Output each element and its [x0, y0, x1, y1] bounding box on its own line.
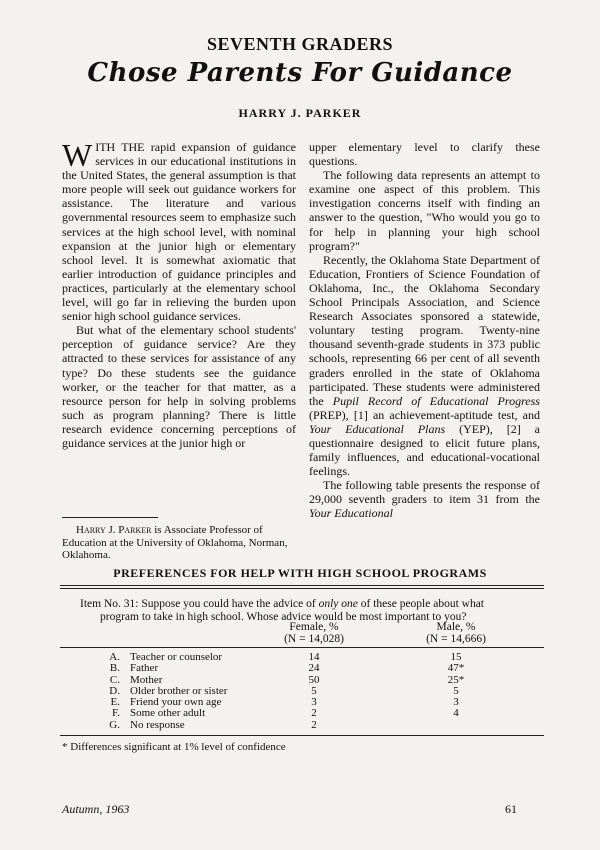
right-column	[309, 140, 540, 521]
table-bottom-rule	[60, 735, 544, 736]
female-percent: 5	[311, 684, 317, 697]
row-letter: F.	[112, 707, 120, 720]
female-percent: 24	[308, 662, 320, 675]
item-question-emphasis: only one	[318, 598, 358, 610]
author-footnote	[62, 524, 296, 562]
paragraph-text: Recently, the Oklahoma State Department of Education, Frontiers of Science Foundation of Oklahoma, Inc., the Oklahoma Secondary School Principals Association, and Science Research Associates sponsored a statewide, voluntary testing program. Twenty-nine thousand seventh-grade students in 373 public schools, representing 66 per cent of all seventh graders enrolled in the state of Oklahoma participated. These students were administered the	[309, 252, 540, 408]
item-question-text: of these people about what	[357, 598, 484, 610]
footnote-text: is Associate Professor of Education at the University of Oklahoma, Norman, Oklahoma.	[62, 524, 288, 561]
item-question-line2: program to take in high school. Whose advice would be most important to you?	[100, 611, 467, 623]
item-question-text: Suppose you could have the advice of	[138, 598, 319, 610]
left-column	[62, 137, 297, 450]
table-header-rule	[60, 647, 544, 648]
row-label: Teacher or counselor	[130, 651, 223, 663]
table-note: * Differences significant at 1% level of confidence	[62, 741, 286, 753]
drop-cap: W	[62, 137, 93, 173]
author-byline: HARRY J. PARKER	[238, 106, 362, 120]
paragraph	[309, 253, 540, 479]
female-percent: 2	[311, 707, 317, 720]
column-header-male: Male, %	[436, 621, 476, 633]
table-row	[0, 663, 600, 674]
table-row	[0, 686, 600, 697]
footnote-name: Harry J. Parker	[76, 524, 152, 536]
row-letter: E.	[110, 696, 120, 709]
footnote-rule	[62, 517, 158, 518]
male-percent: 15	[450, 651, 462, 663]
italic-title: Your Educational Plans	[309, 421, 446, 436]
item-label: Item No. 31:	[80, 598, 139, 610]
column-header-male-n: (N = 14,666)	[426, 633, 486, 645]
row-label: Some other adult	[130, 707, 206, 720]
male-percent: 5	[453, 684, 459, 697]
column-header-female: Female, %	[289, 621, 339, 633]
row-letter: C.	[109, 673, 120, 686]
table-row	[0, 697, 600, 708]
row-label: Father	[130, 662, 159, 675]
table-row	[0, 708, 600, 719]
row-label: No response	[130, 718, 185, 731]
paragraph-text: (YEP), [2] a questionnaire designed to elicit future plans, family influences, and educational-vocational feelings.	[309, 421, 541, 479]
male-percent: 47*	[447, 662, 465, 675]
italic-title: Pupil Record of Educational Progress	[332, 393, 540, 408]
page-number: 61	[505, 802, 517, 816]
row-label: Older brother or sister	[130, 684, 228, 697]
row-letter: G.	[109, 718, 120, 731]
female-percent: 3	[311, 696, 317, 709]
paragraph: upper elementary level to clarify these questions.	[309, 140, 540, 169]
table-top-rule	[60, 585, 544, 586]
issue-footer: Autumn, 1963	[62, 802, 130, 816]
table-body	[0, 652, 600, 731]
table-row	[0, 675, 600, 686]
column-header-female-n: (N = 14,028)	[284, 633, 344, 645]
row-letter: D.	[109, 684, 120, 697]
row-label: Friend your own age	[130, 696, 222, 709]
item-question	[80, 598, 530, 611]
lead-in: ITH THE	[95, 140, 145, 154]
article-kicker: SEVENTH GRADERS	[206, 34, 394, 54]
italic-title: Your Educational	[309, 506, 393, 521]
table-title: PREFERENCES FOR HELP WITH HIGH SCHOOL PROGRAMS	[113, 566, 487, 580]
table-top-rule	[60, 588, 544, 589]
table-row	[0, 652, 600, 663]
male-percent: 25*	[447, 673, 465, 686]
paragraph-text: (PREP), [1] an achievement-aptitude test, and	[309, 407, 540, 422]
paragraph: The following data represents an attempt to examine one aspect of this problem. This investigation concerns itself with finding an answer to the question, "Who would you go to for help in planning your high school program?"	[309, 168, 540, 253]
paragraph-text: The following table presents the response of 29,000 seventh graders to item 31 from the	[309, 478, 540, 507]
table-row	[0, 720, 600, 731]
female-percent: 2	[311, 718, 317, 731]
paragraph-text: rapid expansion of guidance services in our educational institutions in the United States, the general assumption is that more people will seek out guidance workers for assistance. The literature and various governmental resources seem to emphasize such services at the high school level, with nominal expansion at the junior high or elementary school level. It is somewhat axiomatic that earlier introduction of guidance principles and practices, particularly at the elementary school level, will go far in relieving the burden upon senior high school guidance services.	[62, 140, 297, 324]
row-label: Mother	[130, 673, 163, 686]
row-letter: B.	[109, 662, 120, 675]
female-percent: 50	[308, 673, 320, 686]
paragraph: But what of the elementary school students' perception of guidance service? Are they attracted to these services for assistance of any type? Do these students see the guidance worker, or the teacher for that matter, as a resource person for help in solving problems such as program planning? There is little research evidence concerning perceptions of guidance services at the junior high or	[62, 323, 296, 450]
female-percent: 14	[308, 651, 320, 663]
paragraph	[309, 478, 540, 520]
row-letter: A.	[109, 651, 120, 663]
male-percent: 3	[453, 696, 459, 709]
article-title: Chose Parents For Guidance	[87, 58, 513, 88]
male-percent: 4	[453, 707, 459, 720]
paragraph	[62, 137, 297, 324]
